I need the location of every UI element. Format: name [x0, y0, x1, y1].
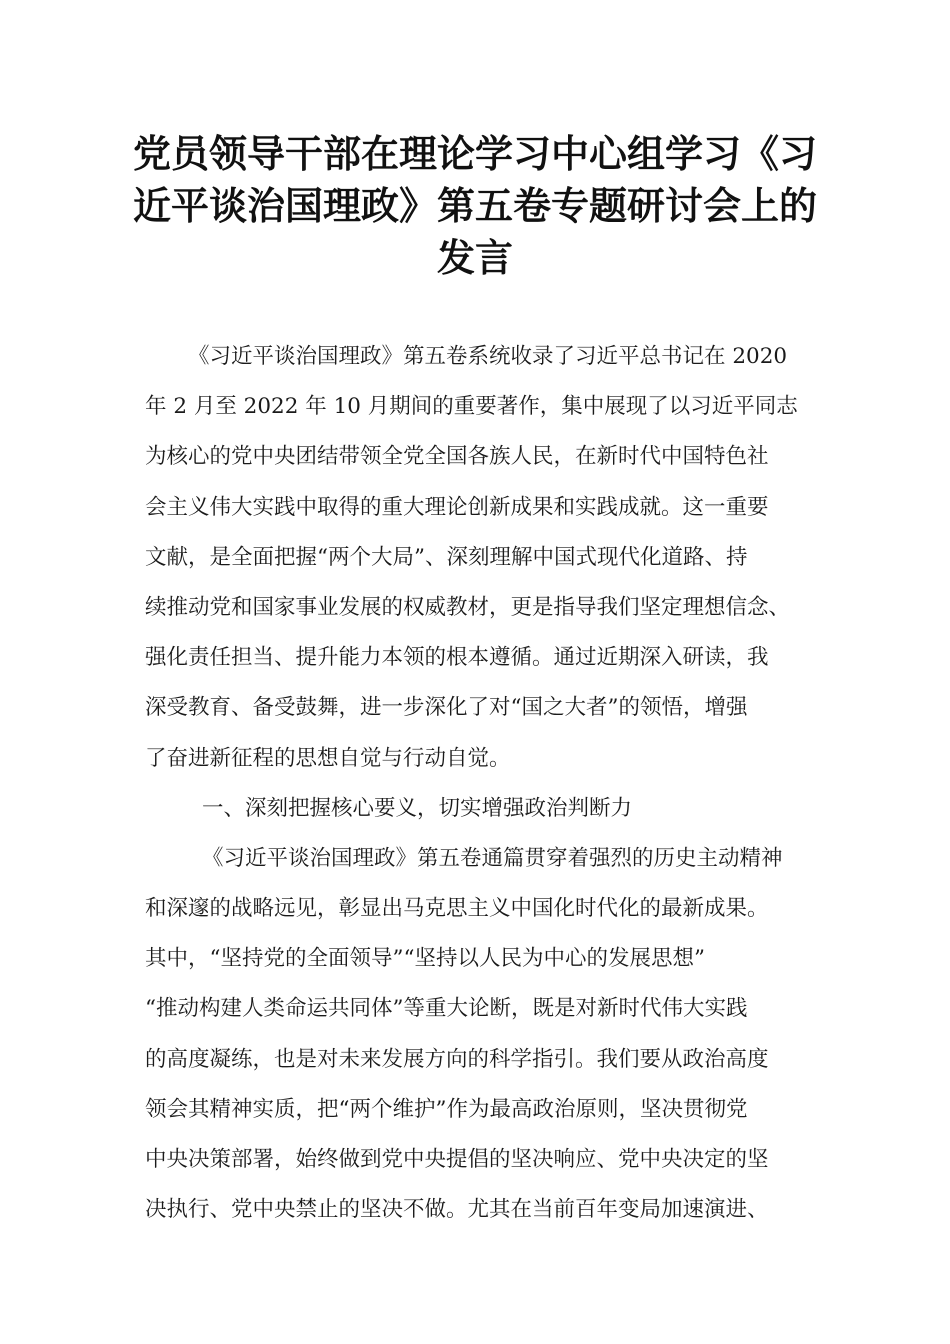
paragraph-line: 为核心的党中央团结带领全党全国各族人民，在新时代中国特色社 [145, 444, 769, 470]
paragraph-line: 强化责任担当、提升能力本领的根本遵循。通过近期深入研读，我 [145, 645, 769, 671]
paragraph-line: 和深邃的战略远见，彰显出马克思主义中国化时代化的最新成果。 [145, 896, 769, 922]
paragraph-line: 会主义伟大实践中取得的重大理论创新成果和实践成就。这一重要 [145, 494, 769, 520]
paragraph-line: 中央决策部署，始终做到党中央提倡的坚决响应、党中央决定的坚 [145, 1147, 769, 1172]
paragraph-line: 续推动党和国家事业发展的权威教材，更是指导我们坚定理想信念、 [145, 594, 791, 620]
document-body [145, 332, 815, 1235]
paragraph-line: 决执行、党中央禁止的坚决不做。尤其在当前百年变局加速演进、 [145, 1197, 769, 1223]
paragraph-line: 了奋进新征程的思想自觉与行动自觉。 [145, 745, 511, 771]
paragraph-line: 的高度凝练，也是对未来发展方向的科学指引。我们要从政治高度 [145, 1046, 769, 1072]
paragraph-line: 年 2 月至 2022 年 10 月期间的重要著作，集中展现了以习近平同志 [145, 394, 798, 420]
paragraph-line: 领会其精神实质，把“两个维护”作为最高政治原则，坚决贯彻党 [145, 1096, 748, 1122]
document-title [120, 128, 830, 284]
paragraph-line: 《习近平谈治国理政》第五卷系统收录了习近平总书记在 2020 [188, 344, 788, 369]
title-line: 党员领导干部在理论学习中心组学习《习 [132, 132, 817, 176]
paragraph-line: 文献，是全面把握“两个大局”、深刻理解中国式现代化道路、持 [145, 544, 748, 570]
paragraph-line: “推动构建人类命运共同体”等重大论断，既是对新时代伟大实践 [145, 996, 748, 1022]
paragraph-line: 《习近平谈治国理政》第五卷通篇贯穿着强烈的历史主动精神 [202, 845, 783, 871]
title-line: 发言 [436, 236, 513, 280]
paragraph-line: 深受教育、备受鼓舞，进一步深化了对“国之大者”的领悟，增强 [145, 695, 748, 721]
title-line: 近平谈治国理政》第五卷专题研讨会上的 [132, 184, 817, 228]
paragraph-line: 其中，“坚持党的全面领导”“坚持以人民为中心的发展思想” [145, 946, 705, 972]
section-heading: 一、深刻把握核心要义，切实增强政治判断力 [202, 795, 633, 821]
